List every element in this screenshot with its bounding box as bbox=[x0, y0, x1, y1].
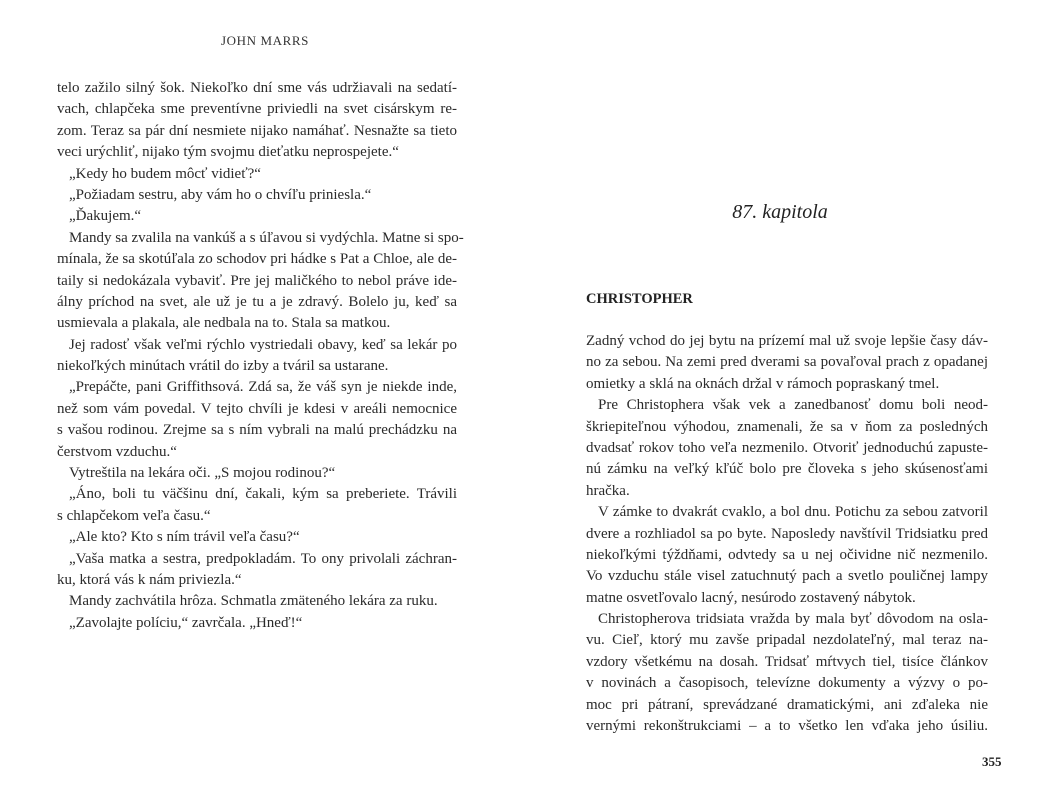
text-line: dvadsať rokov toho veľa nezmenilo. Otvoriť jednoduchú zapuste- bbox=[586, 439, 988, 456]
text-line: Vo vzduchu stále visel zatuchnutý pach a svetlo pouličnej lampy bbox=[586, 568, 988, 585]
text-line: moc pri pátraní, sprevádzané dramatickými, ani zďaleka nie bbox=[586, 696, 988, 713]
text-line: vu. Cieľ, ktorý mu zavše pripadal nezdolateľný, mal teraz na- bbox=[586, 632, 988, 649]
page-number: 355 bbox=[982, 754, 1002, 769]
running-head: JOHN MARRS bbox=[221, 33, 309, 48]
text-line: taily si nedokázala vybaviť. Pre jej maličkého to nebol práve ide- bbox=[57, 272, 457, 289]
text-line: V zámke to dvakrát cvaklo, a bol dnu. Potichu za sebou zatvoril bbox=[598, 504, 988, 521]
text-line: Jej radosť však veľmi rýchlo vystriedali obavy, keď sa lekár po bbox=[69, 336, 457, 353]
text-line: „Kedy ho budem môcť vidieť?“ bbox=[69, 165, 261, 182]
text-line: dvere a rozhliadol sa po byte. Naposledy navštívil Tridsiatku pred bbox=[586, 525, 988, 542]
text-line: telo zažilo silný šok. Niekoľko dní sme vás udržiavali na sedatí- bbox=[57, 80, 457, 96]
text-line: škriepiteľnou výhodou, znamenali, že sa v ňom za posledných bbox=[586, 418, 988, 435]
text-line: ku, ktorá vás k nám priviezla.“ bbox=[57, 571, 242, 588]
text-line: „Ďakujem.“ bbox=[69, 208, 142, 225]
text-line: „Požiadam sestru, aby vám ho o chvíľu priniesla.“ bbox=[69, 186, 372, 203]
text-line: s vašou rodinou. Zrejme sa s ním vybrali na malú prechádzku na bbox=[57, 422, 457, 439]
text-line: vach, chlapčeka sme preventívne priviedli na svet cisárskym re- bbox=[57, 101, 457, 118]
text-line: „Prepáčte, pani Griffithsová. Zdá sa, že váš syn je niekde inde, bbox=[69, 379, 457, 396]
text-line: no za sebou. Na zemi pred dverami sa povaľoval prach z opadanej bbox=[586, 354, 988, 371]
text-line: Mandy sa zvalila na vankúš a s úľavou si vydýchla. Matne si spo- bbox=[69, 229, 464, 246]
text-line: Christopherova tridsiata vražda by mala byť dôvodom na osla- bbox=[598, 611, 988, 628]
text-line: s chlapčekom veľa času.“ bbox=[57, 507, 211, 524]
text-line: Mandy zachvátila hrôza. Schmatla zmäteného lekára za ruku. bbox=[69, 593, 438, 610]
text-line: omietky a sklá na oknách držal v rámoch popraskaný tmel. bbox=[586, 375, 940, 392]
text-line: nú zámku na veľký kľúč bolo pre človeka s jeho skúsenosťami bbox=[586, 461, 988, 478]
text-line: „Zavolajte políciu,“ zavrčala. „Hneď!“ bbox=[69, 614, 303, 631]
text-line: Pre Christophera však vek a zanedbanosť domu boli neod- bbox=[598, 397, 988, 414]
text-line: „Áno, boli tu väčšinu dní, čakali, kým sa preberiete. Trávili bbox=[69, 486, 457, 503]
text-line: v novinách a časopisoch, televízne dokumenty a výzvy o po- bbox=[586, 675, 988, 692]
text-line: vzdory všetkému na dosah. Tridsať mŕtvych tiel, tisíce článkov bbox=[586, 653, 988, 670]
text-line: zom. Teraz sa pár dní nesmiete nijako namáhať. Nesnažte sa tieto bbox=[57, 122, 457, 139]
text-line: „Ale kto? Kto s ním trávil veľa času?“ bbox=[69, 529, 300, 546]
text-line: Vytreštila na lekára oči. „S mojou rodinou?“ bbox=[69, 465, 336, 482]
chapter-title: 87. kapitola bbox=[732, 201, 828, 223]
text-line: usmievala a plakala, ale nedbala na to. Stala sa matkou. bbox=[57, 315, 391, 332]
text-line: niekoľkých minútach vrátil do izby a tváril sa ustarane. bbox=[57, 358, 389, 375]
text-line: niekoľkými týždňami, odvtedy sa u nej očividne nič nezmenilo. bbox=[586, 546, 988, 563]
left-body-text bbox=[57, 78, 464, 634]
text-line: čerstvom vzduchu.“ bbox=[57, 443, 177, 460]
text-line: matne osvetľovalo lacný, nesúrodo zostavený nábytok. bbox=[586, 589, 916, 606]
text-line: mínala, že sa skotúľala zo schodov pri hádke s Pat a Chloe, ale de- bbox=[57, 251, 457, 268]
text-line: Zadný vchod do jej bytu na prízemí mal už svoje lepšie časy dáv- bbox=[586, 333, 988, 349]
text-line: „Vaša matka a sestra, predpokladám. To ony privolali záchran- bbox=[69, 550, 457, 567]
right-page bbox=[520, 0, 1040, 800]
chapter-heading-area bbox=[470, 0, 1040, 260]
text-line: vernými rekonštrukciami – a to všetko len vďaka jeho úsiliu. bbox=[586, 718, 988, 735]
text-line: álny príchod na svet, ale už je tu a je zdravý. Bolelo ju, keď sa bbox=[57, 293, 457, 310]
character-name-heading: CHRISTOPHER bbox=[586, 291, 693, 307]
text-line: veci urýchliť, nijako tým svojmu dieťatku neprospejete.“ bbox=[57, 144, 399, 161]
right-body-text bbox=[586, 331, 988, 737]
text-line: než som vám povedal. V tejto chvíli je kdesi v areáli nemocnice bbox=[57, 400, 457, 417]
text-line: hračka. bbox=[586, 482, 630, 499]
